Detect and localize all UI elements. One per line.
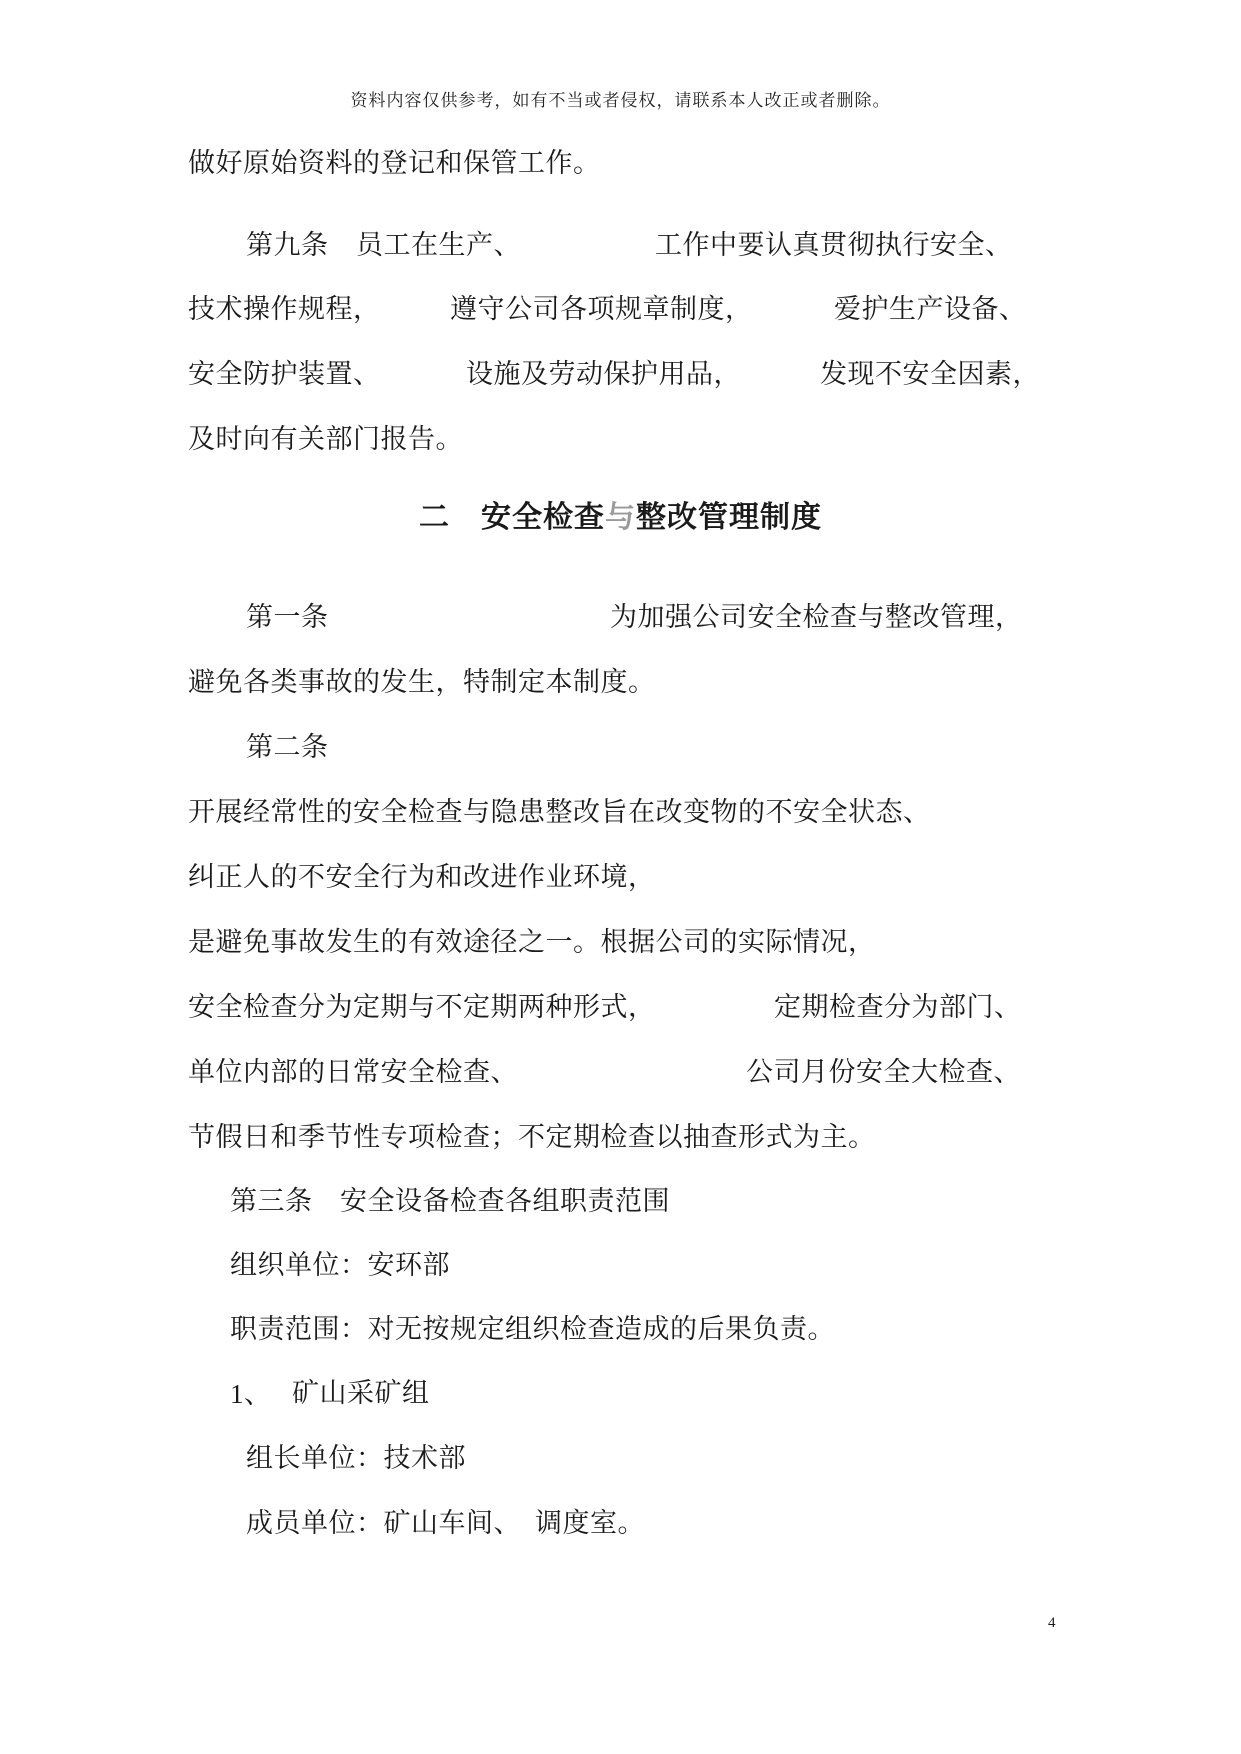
article2-line6 [188,1120,876,1156]
article1-label: 第一条 [246,602,329,633]
article2-label: 第二条 [246,732,329,763]
article2-label-line [246,730,329,766]
article1-line1-text: 为加强公司安全检查与整改管理， [610,602,1023,633]
article3-org-unit-line [230,1248,450,1284]
article2-line5-part2: 公司月份安全大检查、 [746,1057,1021,1088]
article3-responsibility: 职责范围：对无按规定组织检查造成的后果负责。 [230,1314,835,1345]
article2-line2 [188,860,656,896]
section-heading [0,492,1241,536]
article9-line4 [188,422,463,458]
article9-line1-part2: 工作中要认真贯彻执行安全、 [655,230,1013,261]
article3-responsibility-line [230,1312,835,1348]
article2-line6-text: 节假日和季节性专项检查；不定期检查以抽查形式为主。 [188,1122,876,1153]
article2-line3-text: 是避免事故发生的有效途径之一。根据公司的实际情况， [188,927,876,958]
article2-line1 [188,795,931,831]
section-heading-part1: 二 安全检查 [419,500,605,535]
article1-line2 [188,665,656,701]
header-disclaimer: 资料内容仅供参考，如有不当或者侵权，请联系本人改正或者删除。 [350,91,891,111]
article2-line3 [188,925,876,961]
group1-member-units: 成员单位：矿山车间、 调度室。 [246,1508,645,1539]
group1-leader-unit: 组长单位：技术部 [246,1443,466,1474]
article3-org-unit: 组织单位：安环部 [230,1250,450,1281]
group1-members-line [246,1506,645,1542]
page-number: 4 [1048,1615,1056,1631]
article2-line1-text: 开展经常性的安全检查与隐患整改旨在改变物的不安全状态、 [188,797,931,828]
continuation-text: 做好原始资料的登记和保管工作。 [188,148,601,179]
article9-line1-part1: 第九条 员工在生产、 [246,230,521,261]
section-heading-gray-char: 与 [605,500,636,535]
group1-leader-line [246,1441,466,1477]
article9-line2-part2: 遵守公司各项规章制度， [450,294,753,325]
article1-line2-text: 避免各类事故的发生，特制定本制度。 [188,667,656,698]
article9-line3-part1: 安全防护装置、 [188,359,381,390]
article3-title-line [230,1184,670,1220]
article2-line5-part1: 单位内部的日常安全检查、 [188,1057,518,1088]
group1-number: 1、 [230,1379,272,1409]
article9-line3-part3: 发现不安全因素， [820,359,1040,390]
section-heading-part2: 整改管理制度 [636,500,822,535]
article9-line4-text: 及时向有关部门报告。 [188,424,463,455]
article2-line4-part1: 安全检查分为定期与不定期两种形式， [188,992,656,1023]
article9-line3-part2: 设施及劳动保护用品， [466,359,741,390]
article9-line2-part3: 爱护生产设备、 [834,294,1027,325]
article9-line2-part1: 技术操作规程， [188,294,381,325]
article3-title: 第三条 安全设备检查各组职责范围 [230,1186,670,1217]
continuation-line [188,146,601,182]
group1-name: 矿山采矿组 [292,1378,430,1409]
article2-line4-part2: 定期检查分为部门、 [774,992,1022,1023]
article2-line2-text: 纠正人的不安全行为和改进作业环境， [188,862,656,893]
